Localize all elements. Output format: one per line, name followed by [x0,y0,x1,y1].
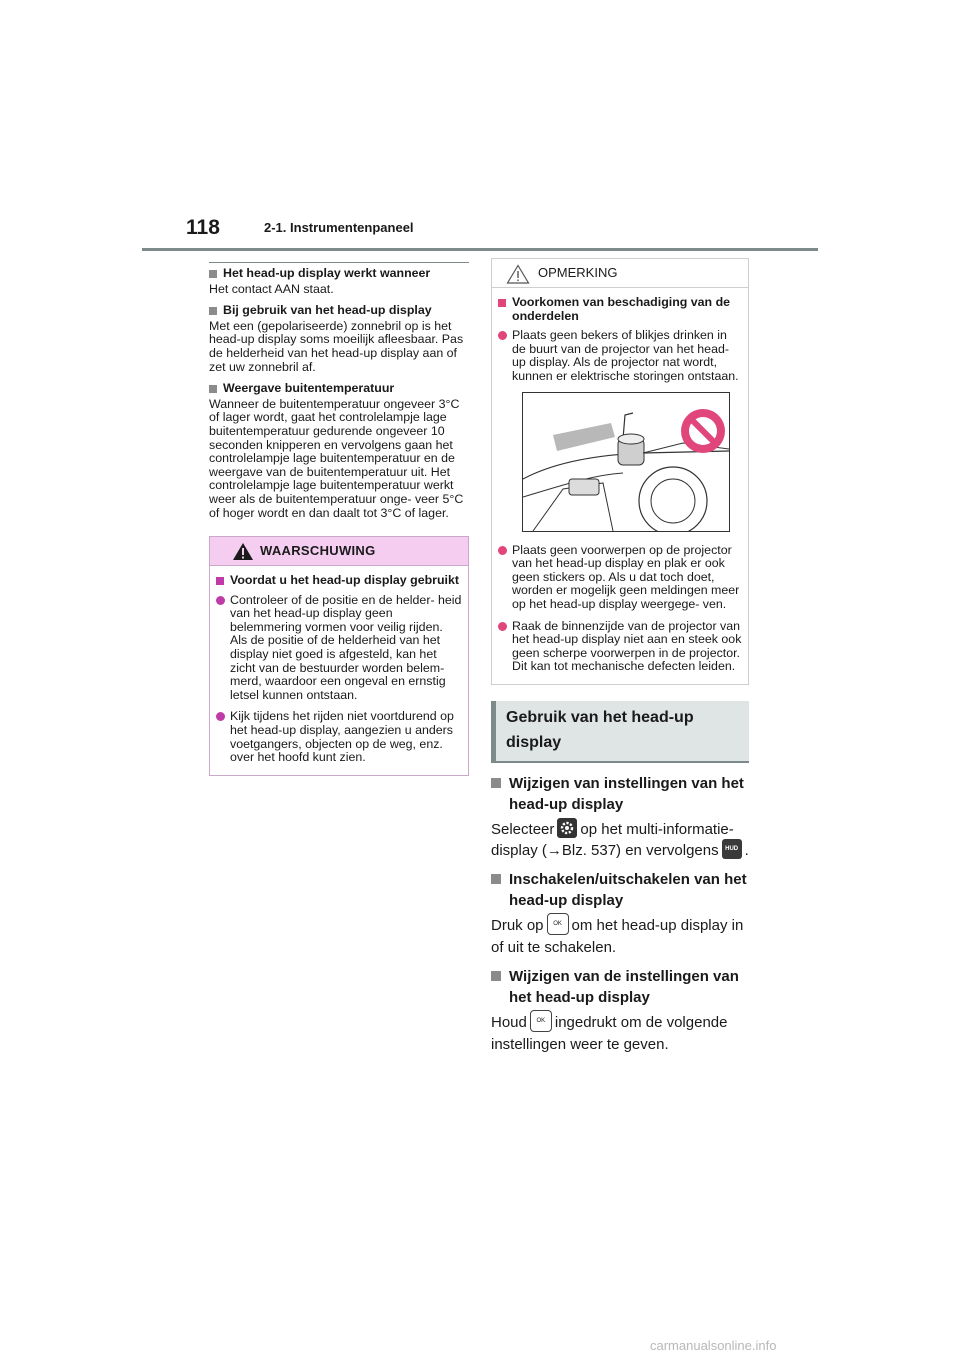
circle-bullet-icon [498,546,507,555]
paragraph [491,915,749,958]
paragraph-text: . [744,841,749,859]
warning-bullet [216,594,462,703]
subheading-text: Inschakelen/uitschakelen van het head-up display [509,870,747,909]
bullet-text: Raak de binnenzijde van de projector van het head-up display niet aan en steek ook geen scherpe voorwerpen in de projector. Dit kan tot mechanische defecten leiden. [512,618,742,674]
subheading-text: Het head-up display werkt wanneer [223,266,431,280]
note-subheading-text: Voorkomen van beschadiging van de onderdelen [512,295,731,323]
bullet-text: Plaats geen bekers of blikjes drinken in de buurt van de projector van het head-up display. Als de projector nat wordt, kunnen er elektrische storingen ontstaan. [512,328,739,383]
divider [209,262,469,263]
note-header [492,259,748,288]
note-bullet [498,544,742,612]
paragraph [491,819,749,861]
ok-button-icon: OK [547,913,569,935]
usage-section-title: Gebruik van het head-up display [491,701,749,763]
circle-bullet-icon [498,622,507,631]
bullet-text: Controleer of de positie en de helder- heid van het head-up display geen belemmering vormen voor veilig rijden. Als de positie of de helderheid van het display niet goed is afgesteld, kan het zicht van de bestuurder worden belem- merd, waardoor een ongeval en ernstig letsel kunnen ontstaan. [230,592,462,702]
square-bullet-icon [491,874,501,884]
usage-content [491,773,749,1055]
subheading-zonnebril [209,304,469,318]
circle-bullet-icon [216,712,225,721]
paragraph: Het contact AAN staat. [209,281,334,296]
subheading-buitentemperatuur [209,382,469,396]
paragraph-text: ingedrukt om de volgende instellingen weer te geven. [491,1014,728,1054]
note-bullet [498,620,742,674]
subheading-text: Bij gebruik van het head-up display [223,303,432,318]
dashboard-cup-image [523,393,729,531]
subheading-inschakelen [491,869,749,911]
warning-triangle-icon [232,542,254,561]
square-bullet-icon [216,577,224,585]
square-bullet-icon [498,299,506,307]
circle-bullet-icon [216,596,225,605]
square-bullet-icon [209,385,217,393]
square-bullet-icon [209,270,217,278]
circle-bullet-icon [498,331,507,340]
paragraph [491,1012,749,1055]
subheading-wijzigen-instellingen [491,773,749,815]
paragraph: Met een (gepolariseerde) zonnebril op is het head-up display soms moeilijk afleesbaar. Pas de helderheid van het head-up display aan of zet uw zonnebril af. [209,318,464,374]
warning-subheading [216,574,462,588]
note-label: OPMERKING [538,265,618,280]
paragraph-text: Selecteer [491,820,555,838]
ok-button-icon: OK [530,1010,552,1032]
subheading-werkt-wanneer [209,267,469,281]
section-title: 2-1. Instrumentenpaneel [264,220,414,235]
note-box [491,258,749,685]
paragraph-text: om het head-up display in of uit te schakelen. [491,916,744,956]
note-bullet [498,329,742,383]
subheading-text: Weergave buitentemperatuur [223,381,395,396]
gear-icon [557,818,577,838]
subheading-wijzigen-de-instellingen [491,966,749,1008]
square-bullet-icon [209,307,217,315]
bullet-text: Plaats geen voorwerpen op de projector van het head-up display en plak er ook geen stickers op. Als u dat toch doet, worden er mogelijk geen meldingen meer op het head-up display weergege- ven. [512,542,740,611]
right-column [491,258,749,1055]
paragraph-text: op het multi-informatie- display (→Blz. 537) en vervolgens [491,820,734,859]
page-number: 118 [186,216,220,239]
subheading-text: Wijzigen van instellingen van het head-up display [509,774,744,813]
warning-body [210,566,468,775]
note-body [492,288,748,684]
hud-icon: HUD [722,839,742,859]
warning-label: WAARSCHUWING [260,543,376,559]
paragraph-text: Druk op [491,916,544,934]
square-bullet-icon [491,971,501,981]
square-bullet-icon [491,778,501,788]
warning-header [210,537,468,566]
projector-illustration [522,392,730,532]
watermark: carmanualsonline.info [650,1338,777,1353]
caution-triangle-icon [506,264,530,284]
note-subheading [498,296,742,323]
paragraph-text: Houd [491,1014,527,1031]
left-column [209,262,469,776]
page-header [142,214,818,251]
subheading-text: Wijzigen van de instellingen van het head-up display [509,968,739,1006]
warning-subheading-text: Voordat u het head-up display gebruikt [230,573,460,588]
warning-bullet [216,710,462,764]
paragraph: Wanneer de buitentemperatuur ongeveer 3°C of lager wordt, gaat het controlelampje lage buitentemperatuur gedurende ongeveer 10 seconden knipperen en vervolgens gaan het controlelampje lage buitentemperatuur en de weergave van de buitentemperatuur uit. Het controlelampje lage buitentemperatuur werkt weer als de buitentemperatuur onge- veer 5°C of hoger wordt en dan daalt tot 3°C of lager. [209,396,464,520]
warning-box [209,536,469,776]
bullet-text: Kijk tijdens het rijden niet voortdurend op het head-up display, aangezien u anders voetgangers, objecten op de weg, enz. over het hoofd kunt zien. [230,709,454,765]
